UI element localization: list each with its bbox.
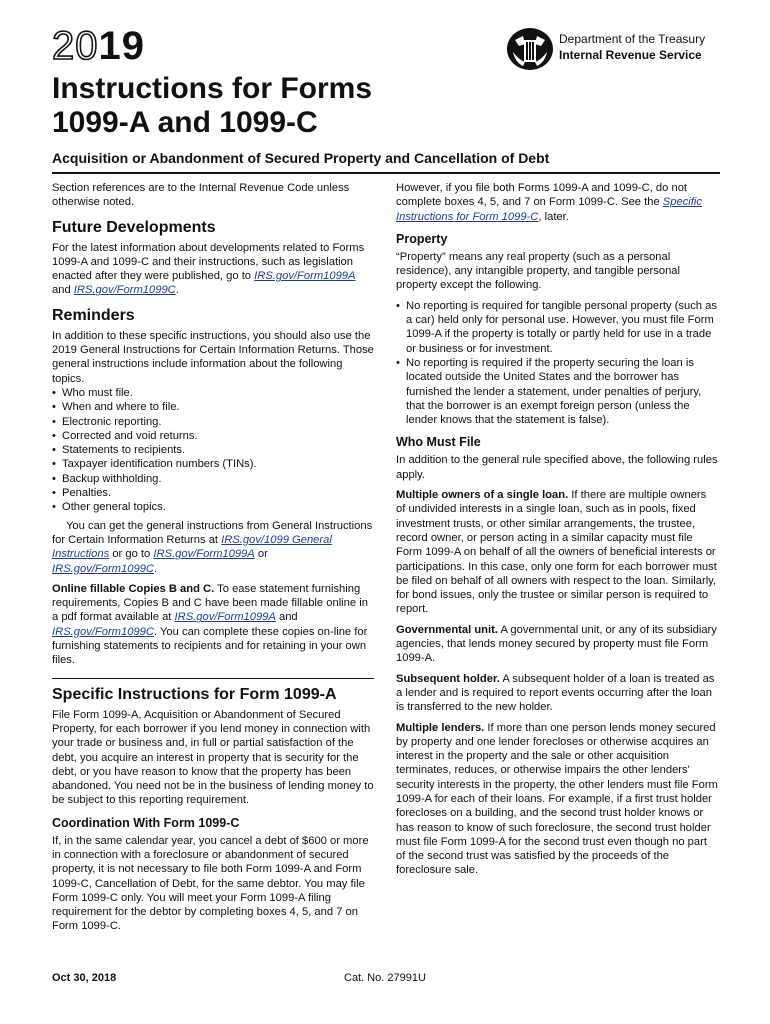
form-year <box>52 26 145 66</box>
governmental-unit-text: Governmental unit. A governmental unit, or any of its subsidiary agencies, that lends money secured by property must file Form 1099-A. <box>396 623 717 665</box>
general-instructions-text: You can get the general instructions from General Instructions for Certain Information Returns at IRS.gov/1099 General Instructions or go to IRS.gov/Form1099A or IRS.gov/Form1099C. <box>52 519 373 575</box>
year-bold: 19 <box>98 24 145 68</box>
property-text: “Property” means any real property (such as a personal residence), any intangible property, and tangible personal property except the following. <box>396 250 681 292</box>
future-developments-heading: Future Developments <box>52 218 216 236</box>
agency-block <box>505 26 745 74</box>
form1099a-link[interactable]: IRS.gov/Form1099A <box>174 611 276 624</box>
catalog-number: Cat. No. 27991U <box>344 972 426 984</box>
multiple-owners-text: Multiple owners of a single loan. If there are multiple owners of undivided interests in a single loan, such as in pools, fixed investment trusts, or other similar arrangements, the trustee, record owner, or person acting in a similar capacity must file Form 1099-A on behalf of all the owners of beneficial interests or participations. In this case, only one form for each borrower must be filed on behalf of all owners with respect to the loan. Similarly, for bond issues, only the trustee or similar person is required to report. <box>396 489 717 616</box>
year-outline: 20 <box>52 24 99 68</box>
irs-eagle-logo-icon <box>505 26 555 72</box>
form1099a-link[interactable]: IRS.gov/Form1099A <box>254 270 356 283</box>
future-developments-text: For the latest information about developments related to Forms 1099-A and 1099-C and their instructions, such as legislation enacted after they were published, go to IRS.gov/Form1099A and IRS.gov/Form1099C. <box>52 241 365 297</box>
list-item: • Corrected and void returns. <box>52 429 374 443</box>
specific-instructions-1099c-link[interactable]: Specific Instructions for Form 1099-C <box>396 196 702 223</box>
list-item: • Other general topics. <box>52 500 374 514</box>
department-name: Department of the Treasury <box>559 32 706 46</box>
reminders-text: In addition to these specific instructions, you should also use the 2019 General Instructions for Certain Information Returns. Those general instructions include information about the following topics. <box>52 329 374 385</box>
list-item: • No reporting is required if the property securing the loan is located outside the United States and the borrower has furnished the lender a statement, under penalties of perjury, that the borrower is an exempt foreign person (unless the lender knows that the statement is false). <box>396 356 718 427</box>
who-must-file-text: In addition to the general rule specified above, the following rules apply. <box>396 454 718 481</box>
revision-date: Oct 30, 2018 <box>52 972 117 984</box>
intro-text: Section references are to the Internal Revenue Code unless otherwise noted. <box>52 182 350 209</box>
page-title <box>52 72 372 140</box>
coordination-heading: Coordination With Form 1099-C <box>52 815 240 830</box>
general-instructions-link[interactable]: IRS.gov/1099 General Instructions <box>52 533 332 561</box>
form1099c-link[interactable]: IRS.gov/Form1099C <box>52 625 154 638</box>
list-item: • Backup withholding. <box>52 472 374 486</box>
specific-instructions-heading: Specific Instructions for Form 1099-A <box>52 685 337 703</box>
property-heading: Property <box>396 231 448 246</box>
section-divider <box>52 678 374 679</box>
agency-name: Internal Revenue Service <box>559 48 702 62</box>
fillable-copies-text: Online fillable Copies B and C. To ease statement furnishing requirements, Copies B and C have been made fillable online in a pdf format available at IRS.gov/Form1099A and IRS.gov/Form1099C. You can complete these copies on-line for furnishing statements to recipients and for retaining in your own files. <box>52 582 368 667</box>
left-column <box>52 181 374 940</box>
page-subtitle: Acquisition or Abandonment of Secured Property and Cancellation of Debt <box>52 150 550 166</box>
multiple-lenders-text: Multiple lenders. If more than one person lends money secured by property and one lender forecloses or otherwise acquires an interest in the property and the sale or other acquisition terminates, reduces, or otherwise impairs the other lenders' security interests in the property, the other lenders must file Form 1099-A for each of their loans. For example, if a first trust holder forecloses on a building, and the second trust holder knows or has reason to know of such foreclosure, the second trust holder must file Form 1099-A for the second trust even though no part of the second trust was satisfied by the proceeds of the foreclosure sale. <box>396 721 718 877</box>
title-line-2: 1099-A and 1099-C <box>52 106 318 139</box>
list-item: • When and where to file. <box>52 400 374 414</box>
form1099c-link[interactable]: IRS.gov/Form1099C <box>73 284 176 297</box>
title-line-1: Instructions for Forms <box>52 72 373 105</box>
list-item: • Penalties. <box>52 486 374 500</box>
list-item: • No reporting is required for tangible personal property (such as a car) held only for personal use. However, you must file Form 1099-A if the property is totally or partly held for use in a trade or business or for investment. <box>396 299 718 356</box>
list-item: • Who must file. <box>52 386 374 400</box>
who-must-file-heading: Who Must File <box>396 435 481 450</box>
coordination-text: If, in the same calendar year, you cancel a debt of $600 or more in connection with a foreclosure or abandonment of secured property, it is not necessary to file both Form 1099-A and Form 1099-C, Cancellation of Debt, for the same debtor. You may file Form 1099-C only. You will meet your Form 1099-A filing requirement for the debtor by completing boxes 4, 5, and 7 on Form 1099-C. <box>52 834 369 933</box>
form1099c-link[interactable]: IRS.gov/Form1099C <box>52 562 154 575</box>
form1099a-link[interactable]: IRS.gov/Form1099A <box>153 548 255 561</box>
topics-list <box>52 386 374 515</box>
list-item: • Statements to recipients. <box>52 443 374 457</box>
reminders-heading: Reminders <box>52 306 135 324</box>
header-divider <box>52 172 720 174</box>
subsequent-holder-text: Subsequent holder. A subsequent holder of a loan is treated as a lender and is required to report events occurring after the loan is transferred to the new holder. <box>396 672 715 714</box>
list-item: • Taxpayer identification numbers (TINs). <box>52 457 374 471</box>
property-exceptions-list <box>396 299 718 428</box>
however-text: However, if you file both Forms 1099-A and 1099-C, do not complete boxes 4, 5, and 7 on Form 1099-C. See the Specific Instructions for Form 1099-C, later. <box>396 182 702 223</box>
right-column <box>396 181 718 884</box>
specific-instructions-text: File Form 1099-A, Acquisition or Abandonment of Secured Property, for each borrower if you lend money in connection with your trade or business and, in full or partial satisfaction of the debt, you acquire an interest in property that is security for the debt, or you have reason to know that the property has been abandoned. You need not be in the business of lending money to be subject to this reporting requirement. <box>52 708 374 807</box>
list-item: • Electronic reporting. <box>52 415 374 429</box>
